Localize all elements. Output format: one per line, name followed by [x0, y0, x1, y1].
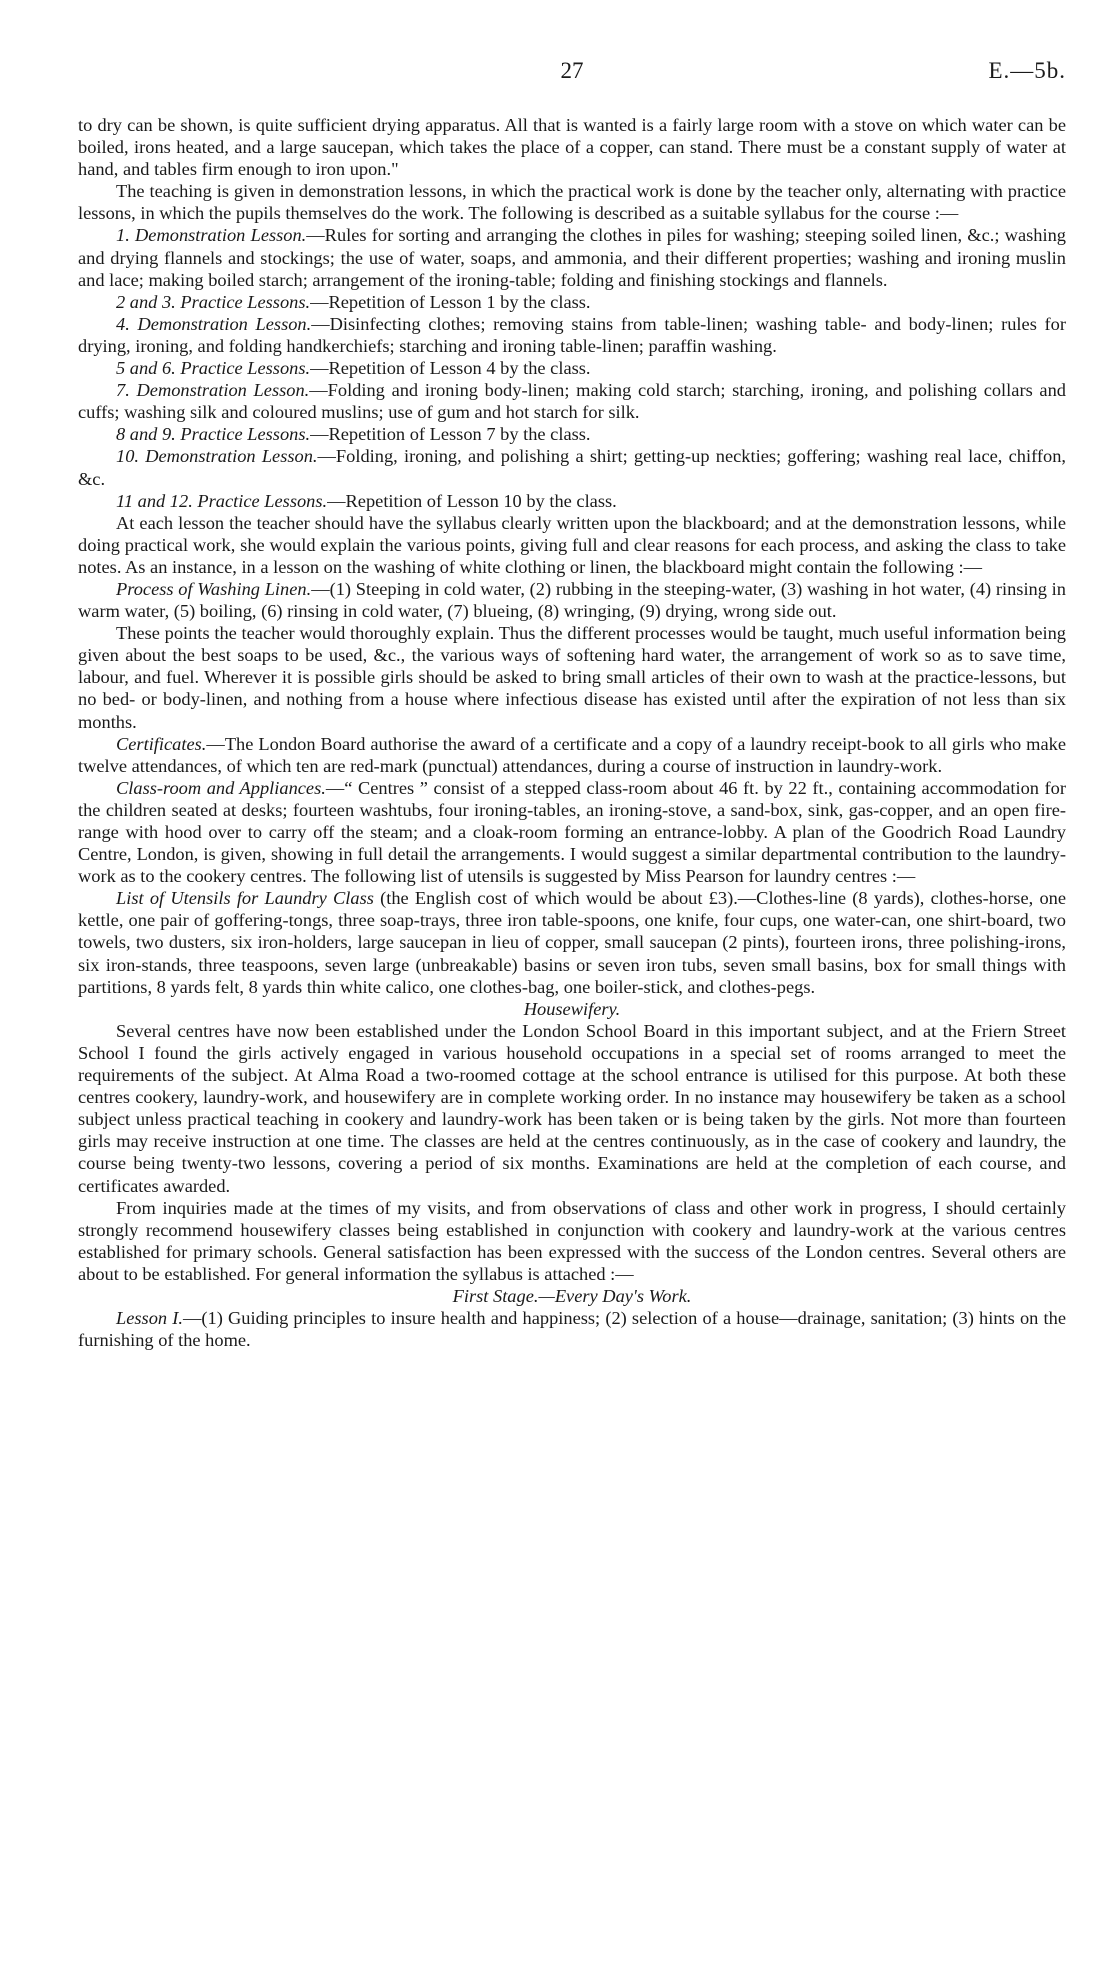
- paragraph: [78, 512, 1066, 578]
- paragraph-text: The teaching is given in demonstration lessons, in which the practical work is done by the teacher only, alternating with practice lessons, in which the pupils themselves do the work. The following is described as a suitable syllabus for the course :—: [78, 181, 1066, 224]
- syllabus-item-text: —Repetition of Lesson 1 by the class.: [310, 291, 591, 312]
- paragraph-text: —The London Board authorise the award of a certificate and a copy of a laundry receipt-book to all girls who make twelve attendances, of which ten are red-mark (punctual) attendances, during a course of instruction in laundry-work.: [78, 733, 1066, 776]
- lesson-label: Lesson I.: [116, 1308, 183, 1329]
- syllabus-item-text: —Repetition of Lesson 10 by the class.: [327, 490, 617, 511]
- paragraph-label: Certificates.: [116, 733, 207, 754]
- labelled-paragraph: [78, 733, 1066, 777]
- paragraph-label: List of Utensils for Laundry Class: [116, 888, 374, 909]
- syllabus-item-label: 7. Demonstration Lesson.: [116, 380, 310, 401]
- page-body: [78, 114, 1066, 1351]
- paragraph-continued: [78, 114, 1066, 180]
- syllabus-item: [78, 379, 1066, 423]
- paragraph: [78, 1020, 1066, 1197]
- paragraph-text: —(1) Steeping in cold water, (2) rubbing in the steeping-water, (3) washing in hot water, (4) rinsing in warm water, (5) boiling, (6) rinsing in cold water, (7) blueing, (8) wringing, (9) drying, wrong side out.: [78, 578, 1066, 622]
- page-number: 27: [560, 58, 584, 83]
- syllabus-item: [78, 490, 1066, 512]
- syllabus-item-label: 8 and 9. Practice Lessons.: [116, 424, 311, 445]
- stage-heading: First Stage.—Every Day's Work.: [452, 1285, 692, 1306]
- document-reference: E.—5b.: [988, 58, 1066, 83]
- lesson-item: [78, 1307, 1066, 1351]
- syllabus-item: [78, 313, 1066, 357]
- syllabus-item-label: 1. Demonstration Lesson.: [116, 225, 307, 246]
- syllabus-item: [78, 357, 1066, 379]
- syllabus-item-label: 2 and 3. Practice Lessons.: [116, 291, 311, 312]
- paragraph-text: These points the teacher would thoroughly explain. Thus the different processes would be taught, much useful information being given about the best soaps to be used, &c., the various ways of softening hard water, the arrangement of work so as to save time, labour, and fuel. Wherever it is possible girls should be asked to bring small articles of their own to wash at the practice-lessons, but no bed- or body-linen, and nothing from a house where infectious disease has existed until after the expiration of not less than six months.: [78, 623, 1066, 732]
- syllabus-item-text: —Rules for sorting and arranging the clothes in piles for washing; steeping soiled linen, &c.; washing and drying flannels and stockings; the use of water, soaps, and ammonia, and their different properties; washing and ironing muslin and lace; making boiled starch; arrangement of the ironing-table; folding and finishing stockings and flannels.: [78, 225, 1066, 290]
- paragraph: [78, 180, 1066, 224]
- paragraph-text: At each lesson the teacher should have the syllabus clearly written upon the blackboard; and at the demonstration lessons, while doing practical work, she would explain the various points, giving full and clear reasons for each process, and asking the class to take notes. As an instance, in a lesson on the washing of white clothing or linen, the blackboard might contain the following :—: [78, 512, 1066, 577]
- syllabus-item-label: 4. Demonstration Lesson.: [116, 313, 312, 334]
- syllabus-item-text: —Folding, ironing, and polishing a shirt; getting-up neckties; goffering; washing real lace, chiffon, &c.: [78, 446, 1066, 489]
- labelled-paragraph: [78, 578, 1066, 622]
- syllabus-item: [78, 224, 1066, 290]
- paragraph-text: to dry can be shown, is quite sufficient drying apparatus. All that is wanted is a fairly large room with a stove on which water can be boiled, irons heated, and a large saucepan, which takes the place of a copper, can stand. There must be a constant supply of water at hand, and tables firm enough to iron upon.": [78, 115, 1066, 180]
- section-heading: Housewifery.: [523, 998, 621, 1019]
- paragraph-text: From inquiries made at the times of my visits, and from observations of class and other work in progress, I should certainly strongly recommend housewifery classes being established in conjunction with cookery and laundry-work at the various centres established for primary schools. General satisfaction has been expressed with the success of the London centres. Several others are about to be established. For general information the syllabus is attached :—: [78, 1197, 1066, 1284]
- syllabus-item-text: —Repetition of Lesson 7 by the class.: [310, 424, 591, 445]
- syllabus-item: [78, 291, 1066, 313]
- syllabus-item: [78, 423, 1066, 445]
- labelled-paragraph: [78, 887, 1066, 997]
- paragraph-text: Several centres have now been established under the London School Board in this important subject, and at the Friern Street School I found the girls actively engaged in various household occupations in a special set of rooms arranged to meet the requirements of the subject. At Alma Road a two-roomed cottage at the school entrance is utilised for this purpose. At both these centres cookery, laundry-work, and housewifery are in complete working order. In no instance may housewifery be taken as a school subject unless practical teaching in cookery and laundry-work has been taken or is being taken by the girls. Not more than fourteen girls may receive instruction at one time. The classes are held at the centres continuously, as in the case of cookery and laundry, the course being twenty-two lessons, covering a period of six months. Examinations are held at the completion of each course, and certificates awarded.: [78, 1020, 1066, 1196]
- syllabus-item-text: —Repetition of Lesson 4 by the class.: [310, 358, 591, 379]
- labelled-paragraph: [78, 777, 1066, 887]
- paragraph-text: (the English cost of which would be about £3).—Clothes-line (8 yards), clothes-horse, one kettle, one pair of goffering-tongs, three soap-trays, three iron table-spoons, one knife, four cups, one water-can, one shirt-board, two towels, two dusters, six iron-holders, large saucepan in lieu of copper, small saucepan (2 pints), fourteen irons, three polishing-irons, six iron-stands, three teaspoons, seven large (unbreakable) basins or seven iron tubs, seven small basins, box for small things with partitions, 8 yards felt, 8 yards thin white calico, one clothes-bag, one boiler-stick, and clothes-pegs.: [78, 888, 1066, 997]
- paragraph-text: —“ Centres ” consist of a stepped class-room about 46 ft. by 22 ft., containing accommodation for the children seated at desks; fourteen washtubs, four ironing-tables, an ironing-stove, a sand-box, sink, gas-copper, and an open fire-range with hood over to carry off the steam; and a cloak-room forming an entrance-lobby. A plan of the Goodrich Road Laundry Centre, London, is given, showing in full detail the arrangements. I would suggest a similar departmental contribution to the laundry-work as to the cookery centres. The following list of utensils is suggested by Miss Pearson for laundry centres :—: [78, 777, 1067, 887]
- syllabus-item-text: —Disinfecting clothes; removing stains from table-linen; washing table- and body-linen; rules for drying, ironing, and folding handkerchiefs; starching and ironing table-linen; paraffin washing.: [78, 313, 1066, 356]
- paragraph: [78, 622, 1066, 732]
- syllabus-item-label: 5 and 6. Practice Lessons.: [116, 358, 311, 379]
- page-header: [78, 58, 1066, 88]
- lesson-text: —(1) Guiding principles to insure health and happiness; (2) selection of a house—drainage, sanitation; (3) hints on the furnishing of the home.: [78, 1308, 1066, 1351]
- syllabus-item-label: 11 and 12. Practice Lessons.: [116, 490, 328, 511]
- syllabus-item-text: —Folding and ironing body-linen; making cold starch; starching, ironing, and polishing collars and cuffs; washing silk and coloured muslins; use of gum and hot starch for silk.: [78, 380, 1066, 423]
- syllabus-item: [78, 445, 1066, 489]
- paragraph-label: Process of Washing Linen.: [116, 578, 312, 599]
- paragraph: [78, 1197, 1066, 1285]
- paragraph-label: Class-room and Appliances.: [116, 777, 326, 798]
- syllabus-item-label: 10. Demonstration Lesson.: [116, 446, 318, 467]
